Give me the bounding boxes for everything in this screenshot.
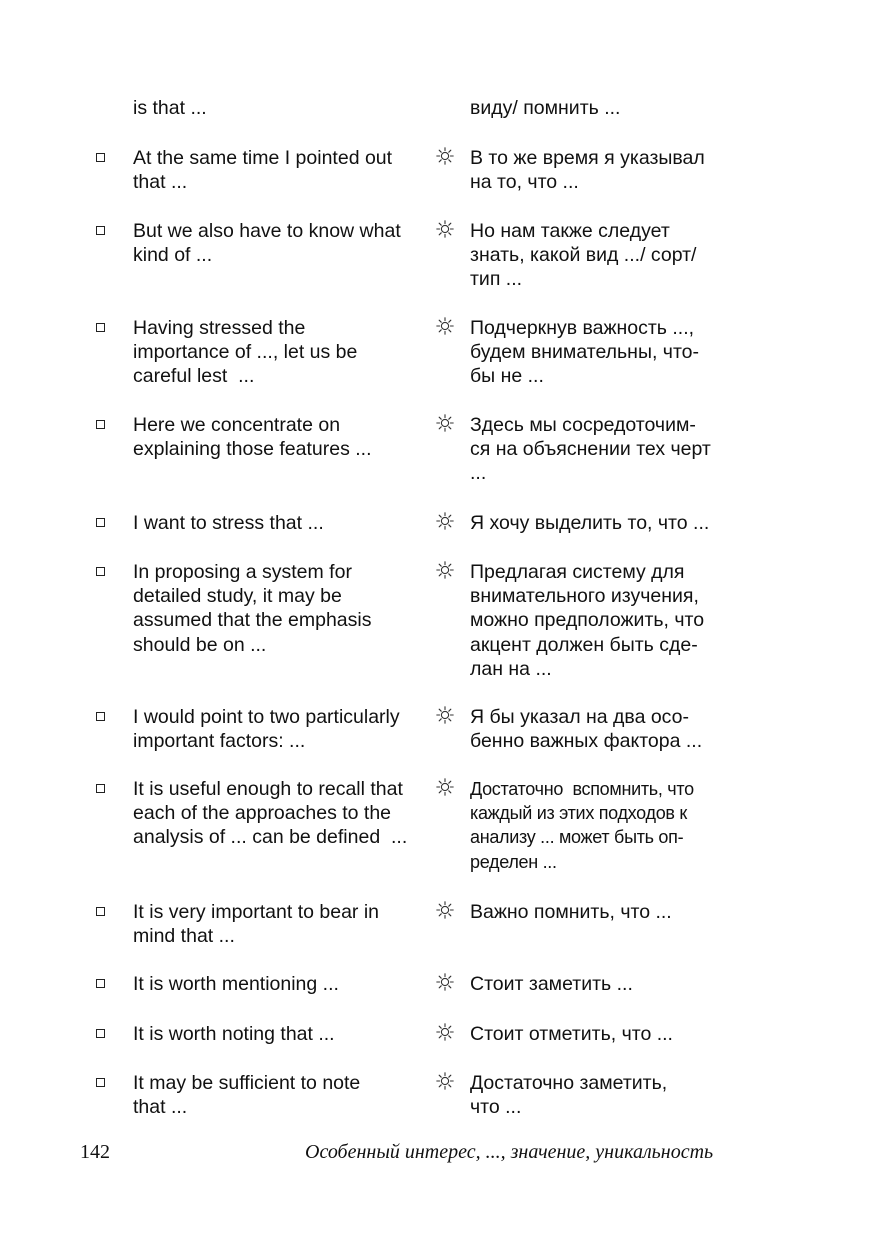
checkbox-bullet-icon xyxy=(96,1029,105,1038)
russian-translation xyxy=(470,413,770,486)
sun-icon xyxy=(436,901,454,919)
english-phrase-line: that ... xyxy=(133,171,188,194)
russian-translation xyxy=(470,777,770,874)
russian-translation-line: Здесь мы сосредоточим- xyxy=(470,414,696,436)
english-phrase-line: I would point to two particularly xyxy=(133,706,400,728)
russian-translation xyxy=(470,1022,770,1046)
sun-icon xyxy=(436,147,454,165)
english-phrase xyxy=(133,972,429,996)
sun-icon xyxy=(436,1072,454,1090)
english-phrase-line: assumed that the emphasis xyxy=(133,609,372,632)
russian-translation-line: ределен ... xyxy=(470,851,557,872)
russian-translation xyxy=(470,219,770,292)
russian-translation-line: бенно важных фактора ... xyxy=(470,730,703,753)
english-phrase-line: explaining those features ... xyxy=(133,438,372,461)
russian-translation xyxy=(470,972,770,996)
english-phrase-line: detailed study, it may be xyxy=(133,585,342,608)
sun-icon xyxy=(436,778,454,796)
russian-translation-line: Достаточно вспомнить, что xyxy=(470,779,694,799)
english-phrase-line: important factors: ... xyxy=(133,730,306,753)
checkbox-bullet-icon xyxy=(96,979,105,988)
russian-translation-line: В то же время я указывал xyxy=(470,147,705,169)
english-phrase xyxy=(133,413,429,461)
english-phrase-line: importance of ..., let us be xyxy=(133,341,358,364)
english-phrase-line: It is very important to bear in xyxy=(133,901,380,923)
english-phrase-line: It is useful enough to recall that xyxy=(133,778,403,800)
russian-translation-line: тип ... xyxy=(470,268,523,291)
russian-translation-line: бы не ... xyxy=(470,365,544,388)
english-phrase xyxy=(133,1022,429,1046)
russian-translation xyxy=(470,560,770,681)
checkbox-bullet-icon xyxy=(96,784,105,793)
russian-translation-line: каждый из этих подходов к xyxy=(470,803,687,824)
russian-translation-line: внимательного изучения, xyxy=(470,585,699,608)
russian-translation-line: Важно помнить, что ... xyxy=(470,901,672,923)
sun-icon xyxy=(436,561,454,579)
russian-translation-line: Стоит отметить, что ... xyxy=(470,1023,673,1045)
english-phrase xyxy=(133,146,429,194)
english-phrase xyxy=(133,777,429,850)
russian-translation-line: что ... xyxy=(470,1096,522,1119)
english-phrase xyxy=(133,900,429,948)
english-phrase-line: It may be sufficient to note xyxy=(133,1072,361,1094)
checkbox-bullet-icon xyxy=(96,712,105,721)
sun-icon xyxy=(436,220,454,238)
english-phrase xyxy=(133,1071,429,1119)
russian-translation-line: на то, что ... xyxy=(470,171,579,194)
checkbox-bullet-icon xyxy=(96,567,105,576)
english-phrase-line: careful lest ... xyxy=(133,365,255,388)
russian-translation-line: Предлагая систему для xyxy=(470,561,685,583)
russian-translation xyxy=(470,1071,770,1119)
english-phrase-line: In proposing a system for xyxy=(133,561,352,583)
english-phrase-line: It is worth mentioning ... xyxy=(133,973,339,995)
english-phrase-line: analysis of ... can be defined ... xyxy=(133,826,408,849)
russian-translation-line: ся на объяснении тех черт xyxy=(470,438,711,461)
english-phrase-line: But we also have to know what xyxy=(133,220,401,242)
sun-icon xyxy=(436,512,454,530)
english-phrase xyxy=(133,705,429,753)
russian-translation-line: анализу ... может быть оп- xyxy=(470,827,684,848)
checkbox-bullet-icon xyxy=(96,1078,105,1087)
sun-icon xyxy=(436,414,454,432)
english-phrase xyxy=(133,560,429,657)
english-phrase-line: that ... xyxy=(133,1096,188,1119)
english-phrase-line: Having stressed the xyxy=(133,317,306,339)
checkbox-bullet-icon xyxy=(96,323,105,332)
checkbox-bullet-icon xyxy=(96,907,105,916)
russian-translation xyxy=(470,146,770,194)
russian-translation xyxy=(470,900,770,924)
running-title: Особенный интерес, ..., значение, уникальность xyxy=(305,1141,714,1163)
sun-icon xyxy=(436,706,454,724)
english-phrase-line: kind of ... xyxy=(133,244,213,267)
russian-translation-line: Но нам также следует xyxy=(470,220,670,242)
english-phrase xyxy=(133,219,429,267)
continuation-en: is that ... xyxy=(133,97,207,119)
russian-translation-line: Подчеркнув важность ..., xyxy=(470,317,695,339)
english-phrase-line: mind that ... xyxy=(133,925,235,948)
checkbox-bullet-icon xyxy=(96,153,105,162)
continuation-ru: виду/ помнить ... xyxy=(470,97,621,119)
checkbox-bullet-icon xyxy=(96,226,105,235)
sun-icon xyxy=(436,973,454,991)
sun-icon xyxy=(436,317,454,335)
russian-translation xyxy=(470,316,770,389)
english-phrase-line: I want to stress that ... xyxy=(133,512,324,534)
english-phrase-line: should be on ... xyxy=(133,633,267,656)
russian-translation-line: лан на ... xyxy=(470,657,552,680)
russian-translation-line: Стоит заметить ... xyxy=(470,973,633,995)
russian-translation-line: знать, какой вид .../ сорт/ xyxy=(470,244,697,267)
russian-translation-line: ... xyxy=(470,462,487,485)
russian-translation xyxy=(470,511,770,535)
english-phrase-line: Here we concentrate on xyxy=(133,414,341,436)
sun-icon xyxy=(436,1023,454,1041)
checkbox-bullet-icon xyxy=(96,518,105,527)
russian-translation-line: можно предположить, что xyxy=(470,609,705,632)
page-number: 142 xyxy=(80,1141,110,1163)
english-phrase-line: each of the approaches to the xyxy=(133,802,392,825)
english-phrase xyxy=(133,511,429,535)
russian-translation xyxy=(470,705,770,753)
checkbox-bullet-icon xyxy=(96,420,105,429)
russian-translation-line: Я хочу выделить то, что ... xyxy=(470,512,710,534)
russian-translation-line: Я бы указал на два осо- xyxy=(470,706,689,728)
russian-translation-line: будем внимательны, что- xyxy=(470,341,700,364)
english-phrase xyxy=(133,316,429,389)
english-phrase-line: At the same time I pointed out xyxy=(133,147,393,169)
russian-translation-line: акцент должен быть сде- xyxy=(470,633,698,656)
russian-translation-line: Достаточно заметить, xyxy=(470,1072,668,1094)
english-phrase-line: It is worth noting that ... xyxy=(133,1023,335,1045)
